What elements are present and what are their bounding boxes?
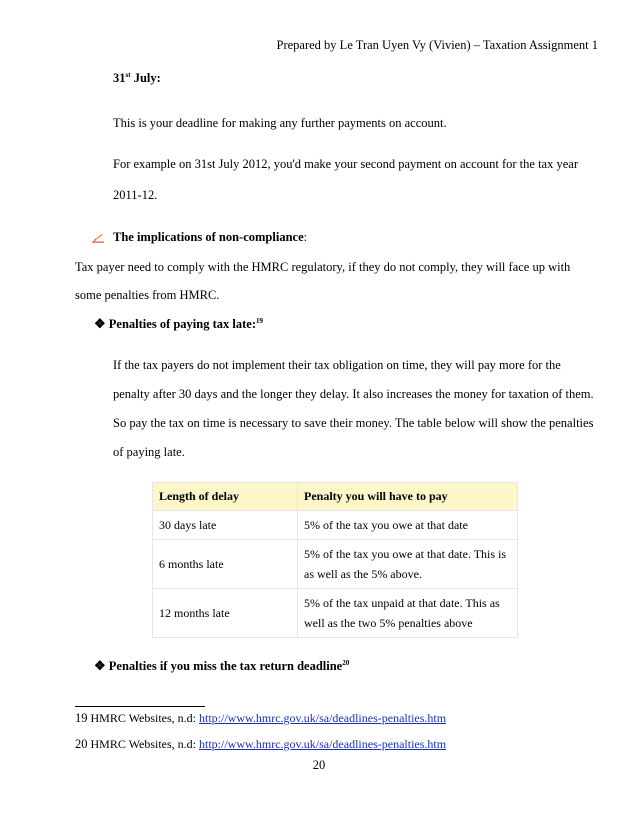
footnote [75, 736, 446, 752]
footnote [75, 710, 446, 726]
penalty-text: 5% of the tax you owe at that date [304, 518, 468, 532]
footnote-ref: 19 [256, 316, 263, 325]
penalties-return-heading [94, 658, 349, 674]
footnote-ref: 20 [342, 658, 350, 667]
implications-paragraph-line: some penalties from HMRC. [75, 288, 220, 302]
delay-cell: 30 days late [153, 511, 298, 540]
footnote-link[interactable]: http://www.hmrc.gov.uk/sa/deadlines-penalties.htm [199, 737, 447, 751]
implications-paragraph-line: Tax payer need to comply with the HMRC regulatory, if they do not comply, they will face up with [75, 260, 571, 274]
diamond-bullet-icon: ❖ [94, 316, 106, 331]
penalties-late-heading [94, 316, 263, 332]
page-header: Prepared by Le Tran Uyen Vy (Vivien) – Taxation Assignment 1 [276, 38, 598, 52]
penalty-text: 5% of the tax you owe at that date. This is [304, 547, 507, 561]
delay-cell: 6 months late [153, 540, 298, 589]
penalty-cell [298, 511, 518, 540]
table-header-row [153, 483, 518, 511]
table-header-cell: Penalty you will have to pay [298, 483, 518, 511]
july-heading-sup: st [125, 70, 131, 79]
footnote-text: HMRC Websites, n.d: [90, 737, 199, 751]
table-row [153, 589, 518, 638]
footnote-number: 19 [75, 711, 88, 725]
table-header-cell: Length of delay [153, 483, 298, 511]
implications-heading-text: The implications of non-compliance [113, 230, 304, 244]
july-heading-number: 31 [113, 71, 126, 85]
penalties-late-paragraph-line: of paying late. [113, 445, 185, 459]
footnote-text: HMRC Websites, n.d: [90, 711, 199, 725]
penalty-text: well as the two 5% penalties above [304, 616, 473, 630]
penalty-cell [298, 589, 518, 638]
implications-heading [113, 229, 307, 245]
penalties-late-heading-text: Penalties of paying tax late: [108, 317, 256, 331]
july-paragraph-line: This is your deadline for making any further payments on account. [113, 116, 447, 130]
penalty-table [152, 482, 518, 638]
penalties-late-paragraph-line: So pay the tax on time is necessary to save their money. The table below will show the penalties [113, 416, 594, 430]
delay-cell: 12 months late [153, 589, 298, 638]
penalties-late-paragraph-line: If the tax payers do not implement their tax obligation on time, they will pay more for the [113, 358, 561, 372]
penalty-cell [298, 540, 518, 589]
table-row [153, 540, 518, 589]
implications-heading-colon: : [303, 230, 308, 244]
footnote-number: 20 [75, 737, 88, 751]
july-heading-text: July: [133, 71, 161, 85]
footnote-link[interactable]: http://www.hmrc.gov.uk/sa/deadlines-penalties.htm [199, 711, 447, 725]
diamond-outline-bullet-icon: ❖ [94, 658, 106, 673]
penalty-text: 5% of the tax unpaid at that date. This as [304, 596, 500, 610]
july-paragraph-line: For example on 31st July 2012, you'd make your second payment on account for the tax year [113, 157, 578, 171]
footnote-separator [75, 706, 205, 707]
penalties-return-heading-text: Penalties if you miss the tax return deadline [108, 659, 343, 673]
penalty-text: as well as the 5% above. [304, 567, 422, 581]
pen-bullet-icon [92, 233, 104, 243]
page-number: 20 [312, 758, 326, 772]
july-paragraph-line: 2011-12. [113, 188, 158, 202]
table-row [153, 511, 518, 540]
july-heading [113, 70, 161, 86]
penalties-late-paragraph-line: penalty after 30 days and the longer they delay. It also increases the money for taxation of them. [113, 387, 594, 401]
